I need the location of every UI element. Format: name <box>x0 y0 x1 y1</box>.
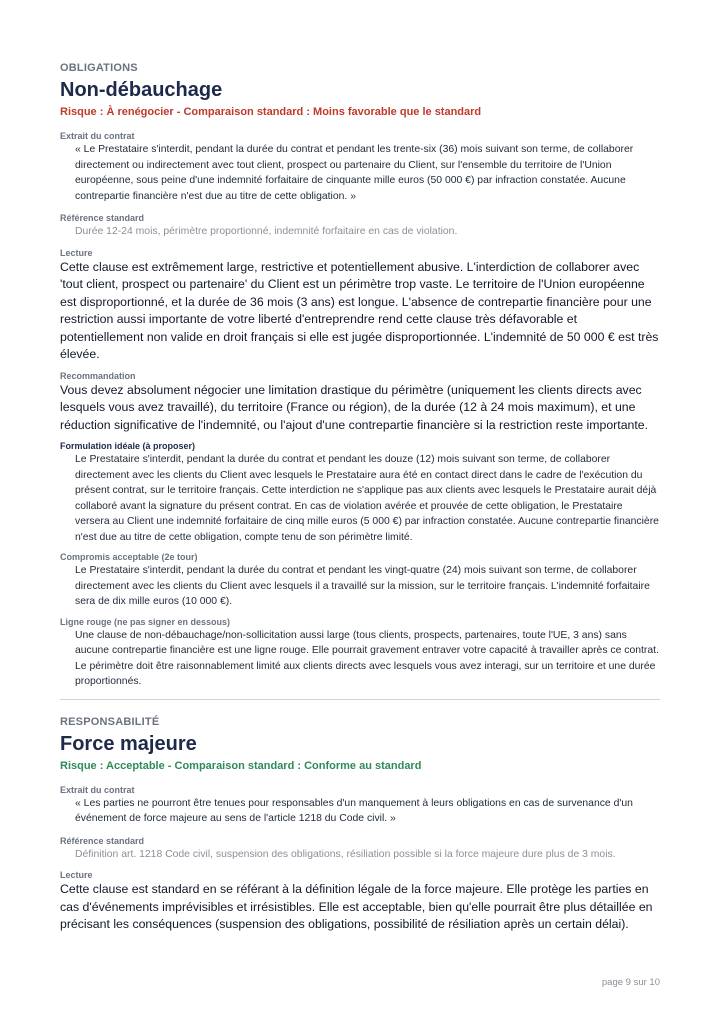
excerpt-label: Extrait du contrat <box>60 131 135 141</box>
section-divider <box>60 699 660 700</box>
red-line-text: Une clause de non-débauchage/non-sollicitation aussi large (tous clients, prospects, partenaires, toute l'UE, 3 ans) sans aucune contrepartie financière est une ligne rouge. Elle pourrait gravement entraver votre capacité à travailler après ce contrat. Le périmètre doit être raisonnablement limité aux clients directs avec lesquels vous avez interagi, sur un territoire et une durée proportionnés. <box>75 629 659 687</box>
risk-line: Risque : Acceptable - Comparaison standard : Conforme au standard <box>60 759 422 772</box>
clause-title: Force majeure <box>60 732 197 755</box>
contract-excerpt: « Les parties ne pourront être tenues pour responsables d'un manquement à leurs obligations en cas de survenance d'un événement de force majeure au sens de l'article 1218 du Code civil. » <box>75 797 633 824</box>
reading-text: Cette clause est standard en se référant à la définition légale de la force majeure. Elle protège les parties en cas d'événements imprévisibles et irrésistibles. Elle est acceptable, bien qu'elle pourrait être plus détaillée en précisant les conséquences (suspension des obligations, possibilité de résiliation après un certain délai). <box>60 882 653 931</box>
clause-section-non-debauchage <box>60 61 660 690</box>
clause-category: RESPONSABILITÉ <box>60 715 160 728</box>
ideal-wording-text: Le Prestataire s'interdit, pendant la durée du contrat et pendant les douze (12) mois suivant son terme, de collaborer directement avec les clients du Client avec lesquels le Prestataire aura été en contact direct dans le cadre de l'exécution du présent contrat, sur le territoire français. Cette interdiction ne s'applique pas aux clients avec lesquels le Prestataire aurait déjà collaboré avant la signature du présent contrat. En cas de violation avérée et prouvée de cette obligation, le Prestataire versera au Client une indemnité forfaitaire de cinq mille euros (5 000 €) par infraction constatée. Aucune contrepartie financière n'est due au titre de cette obligation, compte tenu de son périmètre limité. <box>75 454 659 543</box>
reference-label: Référence standard <box>60 835 145 846</box>
clause-category: OBLIGATIONS <box>60 62 138 74</box>
recommendation-text: Vous devez absolument négocier une limitation drastique du périmètre (uniquement les clients directs avec lesquels vous avez travaillé), du territoire (France ou région), de la durée (12 à 24 mois maximum), et une réduction significative de l'indemnité, ou l'ajout d'une contrepartie financière si la restriction reste importante. <box>60 382 649 432</box>
compromise-label: Compromis acceptable (2e tour) <box>60 552 198 562</box>
risk-line: Risque : À renégocier - Comparaison standard : Moins favorable que le standard <box>60 106 482 118</box>
red-line-label: Ligne rouge (ne pas signer en dessous) <box>60 616 231 627</box>
excerpt-label: Extrait du contrat <box>60 784 135 795</box>
reference-label: Référence standard <box>60 213 145 223</box>
clause-section-force-majeure <box>60 715 660 934</box>
reading-label: Lecture <box>60 247 93 258</box>
recommendation-label: Recommandation <box>60 370 136 381</box>
compromise-text: Le Prestataire s'interdit, pendant la durée du contrat et pendant les vingt-quatre (24) mois suivant son terme, de collaborer directement avec les clients du Client avec lesquels il a travaillé sur la mission, sur le territoire français. L'indemnité forfaitaire sera de dix mille euros (10 000 €). <box>75 565 650 607</box>
standard-reference: Définition art. 1218 Code civil, suspension des obligations, résiliation possible si la force majeure dure plus de 3 mois. <box>75 848 616 860</box>
page-number: page 9 sur 10 <box>601 977 660 988</box>
clause-title: Non-débauchage <box>60 79 223 101</box>
reading-text: Cette clause est extrêmement large, restrictive et potentiellement abusive. L'interdiction de collaborer avec 'tout client, prospect ou partenaire' du Client est un périmètre trop vaste. Le territoire de l'Union européenne est disproportionné, et la durée de 36 mois (3 ans) est longue. L'absence de contrepartie financière pour une restriction aussi importante de votre liberté d'entreprendre rend cette clause très défavorable et potentiellement non valide en droit français si elle est jugée disproportionnée. L'indemnité de 50 000 € est très élevée. <box>60 259 659 361</box>
standard-reference: Durée 12-24 mois, périmètre proportionné, indemnité forfaitaire en cas de violation. <box>75 226 458 237</box>
ideal-wording-label: Formulation idéale (à proposer) <box>60 441 196 451</box>
reading-label: Lecture <box>60 870 93 880</box>
contract-excerpt: « Le Prestataire s'interdit, pendant la durée du contrat et pendant les trente-six (36) mois suivant son terme, de collaborer directement ou indirectement avec tout client, prospect ou partenaire du Client, sur l'ensemble du territoire de l'Union européenne, sous peine d'une indemnité forfaitaire de cinquante mille euros (50 000 €) par infraction constatée. Aucune contrepartie financière n'est due au titre de cette obligation. » <box>75 144 634 202</box>
document-page <box>60 0 660 934</box>
